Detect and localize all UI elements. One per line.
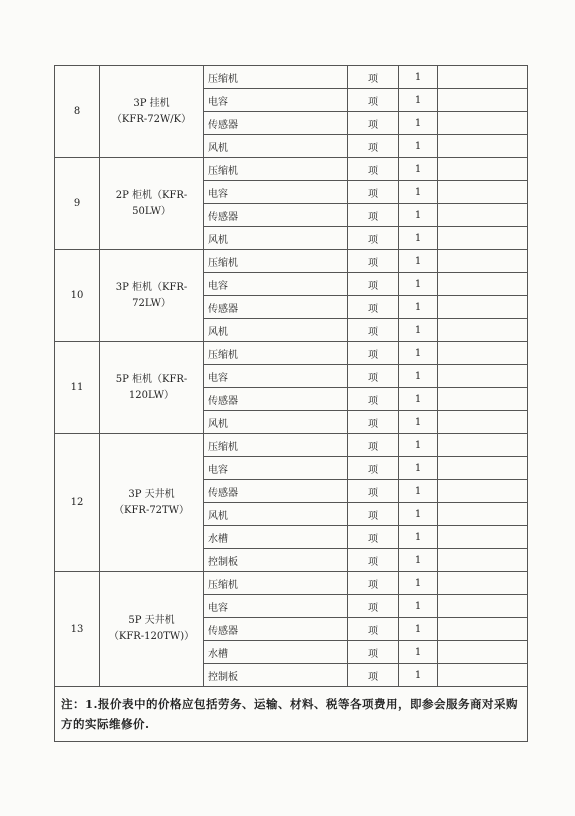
unit-cell: 项 xyxy=(348,273,399,296)
unit-cell: 项 xyxy=(348,181,399,204)
part-name: 压缩机 xyxy=(204,342,348,365)
unit-cell: 项 xyxy=(348,135,399,158)
model-name: 3P 挂机 xyxy=(133,97,170,109)
part-name: 压缩机 xyxy=(204,158,348,181)
quantity-cell: 1 xyxy=(399,89,438,112)
model-name: 2P 柜机（KFR-50LW） xyxy=(115,189,188,217)
quantity-cell: 1 xyxy=(399,503,438,526)
part-name: 传感器 xyxy=(204,480,348,503)
quantity-cell: 1 xyxy=(399,204,438,227)
price-cell xyxy=(438,480,528,503)
price-cell xyxy=(438,296,528,319)
quantity-cell: 1 xyxy=(399,273,438,296)
quantity-cell: 1 xyxy=(399,526,438,549)
quantity-cell: 1 xyxy=(399,457,438,480)
row-number: 9 xyxy=(55,158,100,250)
quantity-cell: 1 xyxy=(399,135,438,158)
unit-cell: 项 xyxy=(348,388,399,411)
quantity-cell: 1 xyxy=(399,319,438,342)
price-cell xyxy=(438,388,528,411)
part-name: 电容 xyxy=(204,273,348,296)
table-row xyxy=(55,66,528,89)
part-name: 控制板 xyxy=(204,549,348,572)
model-name: 3P 天井机 xyxy=(128,488,175,500)
quantity-cell: 1 xyxy=(399,641,438,664)
row-number: 13 xyxy=(55,572,100,687)
part-name: 传感器 xyxy=(204,618,348,641)
unit-cell: 项 xyxy=(348,89,399,112)
unit-cell: 项 xyxy=(348,549,399,572)
table-row xyxy=(55,158,528,181)
part-name: 风机 xyxy=(204,227,348,250)
part-name: 压缩机 xyxy=(204,66,348,89)
price-cell xyxy=(438,342,528,365)
price-cell xyxy=(438,227,528,250)
unit-cell: 项 xyxy=(348,296,399,319)
unit-cell: 项 xyxy=(348,250,399,273)
quantity-cell: 1 xyxy=(399,434,438,457)
quantity-cell: 1 xyxy=(399,411,438,434)
price-cell xyxy=(438,526,528,549)
quantity-cell: 1 xyxy=(399,365,438,388)
part-name: 传感器 xyxy=(204,388,348,411)
quantity-cell: 1 xyxy=(399,618,438,641)
price-cell xyxy=(438,112,528,135)
quantity-cell: 1 xyxy=(399,296,438,319)
price-cell xyxy=(438,618,528,641)
table-body xyxy=(55,66,528,687)
part-name: 风机 xyxy=(204,411,348,434)
price-cell xyxy=(438,572,528,595)
note-row xyxy=(55,687,528,742)
part-name: 传感器 xyxy=(204,112,348,135)
part-name: 水槽 xyxy=(204,641,348,664)
row-number: 11 xyxy=(55,342,100,434)
part-name: 电容 xyxy=(204,89,348,112)
price-cell xyxy=(438,549,528,572)
unit-cell: 项 xyxy=(348,503,399,526)
part-name: 水槽 xyxy=(204,526,348,549)
part-name: 电容 xyxy=(204,457,348,480)
price-cell xyxy=(438,319,528,342)
unit-cell: 项 xyxy=(348,457,399,480)
quantity-cell: 1 xyxy=(399,664,438,687)
model-name: 5P 天井机 xyxy=(128,615,175,626)
part-name: 风机 xyxy=(204,503,348,526)
quantity-cell: 1 xyxy=(399,595,438,618)
part-name: 电容 xyxy=(204,181,348,204)
quantity-cell: 1 xyxy=(399,112,438,135)
repair-price-table xyxy=(54,65,528,742)
table-row xyxy=(55,250,528,273)
price-cell xyxy=(438,158,528,181)
part-name: 传感器 xyxy=(204,296,348,319)
part-name: 压缩机 xyxy=(204,572,348,595)
unit-cell: 项 xyxy=(348,112,399,135)
model-cell xyxy=(100,66,204,158)
quantity-cell: 1 xyxy=(399,342,438,365)
price-cell xyxy=(438,250,528,273)
part-name: 传感器 xyxy=(204,204,348,227)
price-cell xyxy=(438,89,528,112)
model-code: （KFR-72W/K） xyxy=(111,113,192,125)
unit-cell: 项 xyxy=(348,319,399,342)
price-cell xyxy=(438,135,528,158)
unit-cell: 项 xyxy=(348,572,399,595)
model-name: 5P 柜机（KFR-120LW） xyxy=(115,373,188,401)
price-cell xyxy=(438,664,528,687)
part-name: 风机 xyxy=(204,319,348,342)
unit-cell: 项 xyxy=(348,66,399,89)
unit-cell: 项 xyxy=(348,641,399,664)
footnote: 注：1.报价表中的价格应包括劳务、运输、材料、税等各项费用，即参会服务商对采购方的实际维修价. xyxy=(55,687,528,742)
quantity-cell: 1 xyxy=(399,250,438,273)
quantity-cell: 1 xyxy=(399,388,438,411)
unit-cell: 项 xyxy=(348,342,399,365)
price-cell xyxy=(438,641,528,664)
model-name: 3P 柜机（KFR-72LW） xyxy=(115,281,188,309)
price-cell xyxy=(438,365,528,388)
unit-cell: 项 xyxy=(348,158,399,181)
table-row xyxy=(55,434,528,457)
model-code: （KFR-120TW)） xyxy=(108,631,195,642)
model-cell xyxy=(100,250,204,342)
row-number: 10 xyxy=(55,250,100,342)
unit-cell: 项 xyxy=(348,365,399,388)
unit-cell: 项 xyxy=(348,434,399,457)
model-code: （KFR-72TW） xyxy=(114,504,189,516)
part-name: 压缩机 xyxy=(204,250,348,273)
price-cell xyxy=(438,457,528,480)
price-cell xyxy=(438,411,528,434)
part-name: 压缩机 xyxy=(204,434,348,457)
unit-cell: 项 xyxy=(348,227,399,250)
quantity-cell: 1 xyxy=(399,66,438,89)
model-cell xyxy=(100,158,204,250)
unit-cell: 项 xyxy=(348,526,399,549)
quantity-cell: 1 xyxy=(399,227,438,250)
unit-cell: 项 xyxy=(348,480,399,503)
table-row xyxy=(55,342,528,365)
quantity-cell: 1 xyxy=(399,181,438,204)
table-row xyxy=(55,572,528,595)
quantity-cell: 1 xyxy=(399,158,438,181)
row-number: 8 xyxy=(55,66,100,158)
row-number: 12 xyxy=(55,434,100,572)
price-sheet xyxy=(54,65,527,742)
price-cell xyxy=(438,273,528,296)
price-cell xyxy=(438,434,528,457)
model-cell xyxy=(100,572,204,687)
part-name: 风机 xyxy=(204,135,348,158)
unit-cell: 项 xyxy=(348,411,399,434)
price-cell xyxy=(438,66,528,89)
model-cell xyxy=(100,342,204,434)
price-cell xyxy=(438,595,528,618)
quantity-cell: 1 xyxy=(399,549,438,572)
quantity-cell: 1 xyxy=(399,572,438,595)
part-name: 控制板 xyxy=(204,664,348,687)
model-cell xyxy=(100,434,204,572)
price-cell xyxy=(438,181,528,204)
quantity-cell: 1 xyxy=(399,480,438,503)
price-cell xyxy=(438,204,528,227)
unit-cell: 项 xyxy=(348,618,399,641)
unit-cell: 项 xyxy=(348,664,399,687)
part-name: 电容 xyxy=(204,595,348,618)
unit-cell: 项 xyxy=(348,595,399,618)
unit-cell: 项 xyxy=(348,204,399,227)
part-name: 电容 xyxy=(204,365,348,388)
price-cell xyxy=(438,503,528,526)
